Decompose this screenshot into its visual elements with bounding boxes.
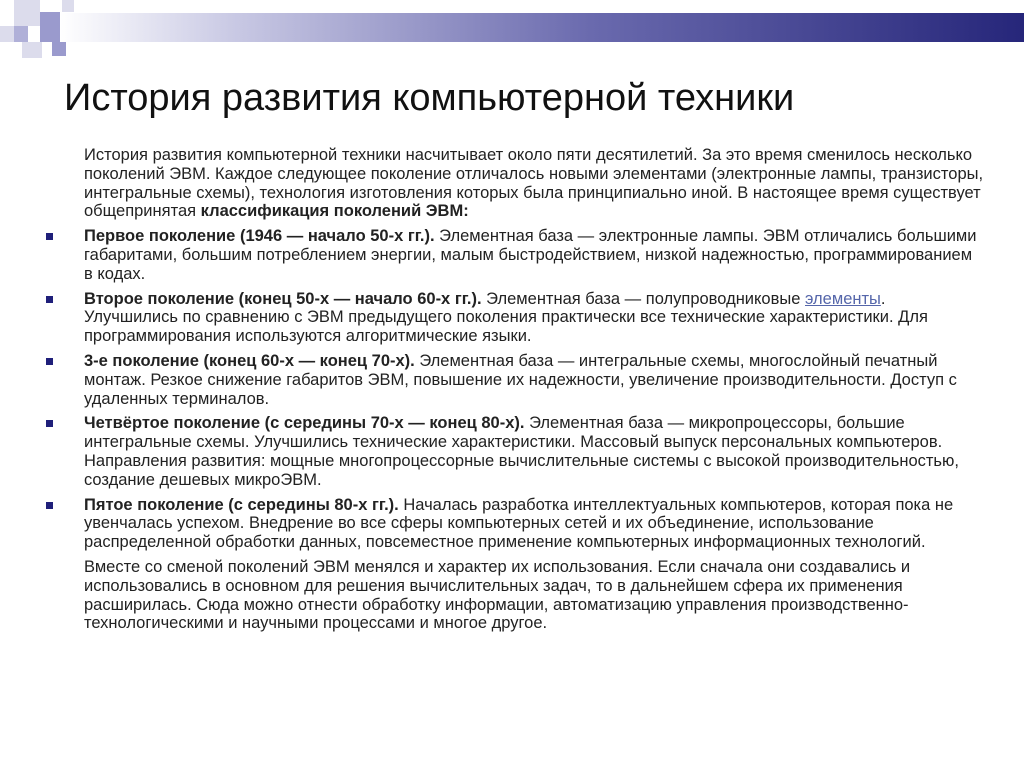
generation-text: . Улучшились по сравнению с ЭВМ предыдущего поколения практически все технические характеристики. Для программирования используются алгоритмические языки. bbox=[84, 289, 928, 346]
decorative-square bbox=[14, 26, 28, 42]
slide-body bbox=[44, 146, 984, 639]
closing-paragraph: Вместе со сменой поколений ЭВМ менялся и характер их использования. Если сначала они создавались и использовались в основном для решения вычислительных задач, то в дальнейшем сфера их применения расширилась. Сюда можно отнести обработку информации, автоматизацию управления производственно-технологическими и научными процессами и многое другое. bbox=[84, 557, 911, 633]
generation-text: Элементная база — микропроцессоры, большие интегральные схемы. Улучшились технические характеристики. Массовый выпуск персональных компьютеров. Направления развития: мощные многопроцессорные вычислительные системы с высокой производительностью, создание дешевых микроЭВМ. bbox=[84, 414, 959, 489]
decorative-square bbox=[52, 42, 66, 56]
generation-item-3 bbox=[84, 352, 984, 408]
generation-item-4 bbox=[84, 414, 984, 489]
generation-text: Началась разработка интеллектуальных компьютеров, которая пока не увенчалась успехом. Внедрение во все сферы компьютерных сетей и их объединение, использование распределенной обработки данных, повсеместное применение компьютерных информационных технологий. bbox=[84, 495, 954, 552]
generation-title: Первое поколение (1946 — начало 50-х гг.). bbox=[84, 227, 435, 246]
generation-item-1 bbox=[84, 227, 984, 283]
decorative-square bbox=[62, 0, 74, 12]
generation-text: Элементная база — электронные лампы. ЭВМ отличались большими габаритами, большим потреблением энергии, малым быстродействием, низкой надежностью, программированием в кодах. bbox=[84, 227, 977, 283]
decorative-square bbox=[22, 42, 42, 58]
generation-text: Элементная база — интегральные схемы, многослойный печатный монтаж. Резкое снижение габаритов ЭВМ, повышение их надежности, увеличение производительности. Доступ с удаленных терминалов. bbox=[84, 351, 957, 408]
intro-bold-text: классификация поколений ЭВМ: bbox=[200, 202, 469, 221]
generation-title: Пятое поколение (с середины 80-х гг.). bbox=[84, 495, 399, 514]
square-bullet-icon bbox=[46, 233, 53, 240]
decorative-square bbox=[40, 12, 60, 42]
generation-title: Четвёртое поколение (с середины 70-х — конец 80-х). bbox=[84, 414, 525, 433]
generation-item-5 bbox=[84, 496, 984, 552]
header-decoration-bar bbox=[60, 13, 1024, 42]
square-bullet-icon bbox=[46, 358, 53, 365]
intro-text: История развития компьютерной техники насчитывает около пяти десятилетий. За это время сменилось несколько поколений ЭВМ. Каждое следующее поколение отличалось новыми элементами (электронные лампы, транзисторы, интегральные схемы), технология изготовления которых была принципиально иной. В настоящее время существует общепринятая bbox=[84, 146, 984, 221]
decorative-square bbox=[14, 0, 40, 26]
square-bullet-icon bbox=[46, 420, 53, 427]
square-bullet-icon bbox=[46, 296, 53, 303]
generation-title: Второе поколение (конец 50-х — начало 60-х гг.). bbox=[84, 289, 482, 308]
generation-item-2 bbox=[84, 290, 984, 346]
slide-title: История развития компьютерной техники bbox=[64, 77, 795, 119]
intro-paragraph bbox=[84, 146, 984, 221]
decorative-square bbox=[0, 26, 14, 42]
generation-title: 3-е поколение (конец 60-х — конец 70-х). bbox=[84, 351, 415, 370]
generation-text: Элементная база — полупроводниковые bbox=[481, 289, 805, 308]
square-bullet-icon bbox=[46, 502, 53, 509]
elements-link[interactable]: элементы bbox=[805, 289, 881, 308]
